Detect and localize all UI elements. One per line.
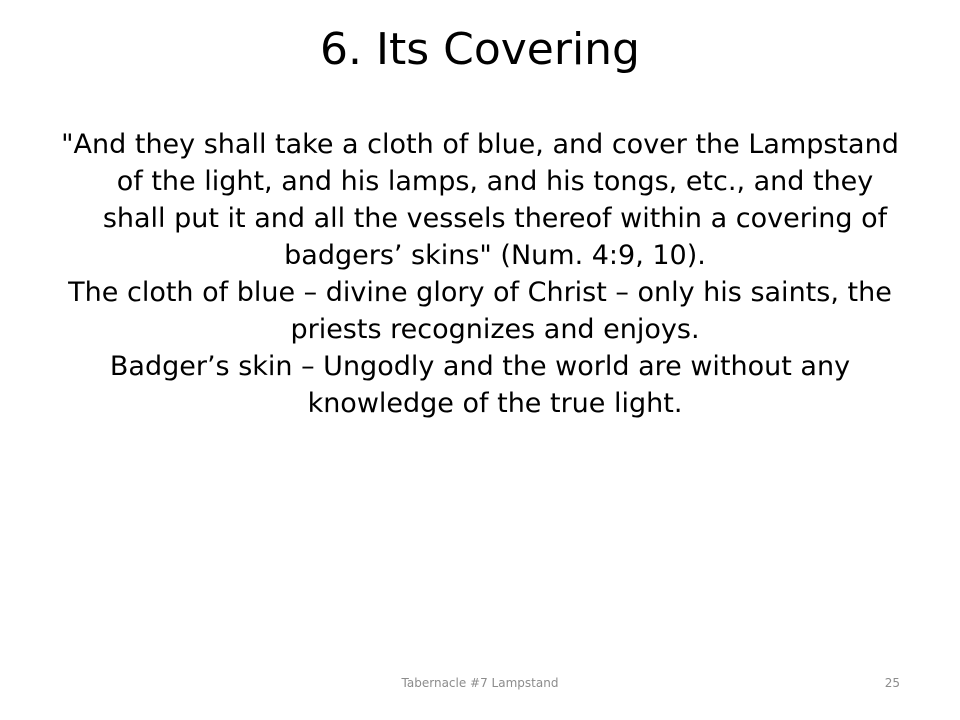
slide-title: 6. Its Covering — [320, 24, 640, 75]
slide-body — [60, 126, 900, 422]
cloth-of-blue-paragraph: The cloth of blue – divine glory of Christ – only his saints, the priests recognizes and enjoys. — [68, 277, 892, 345]
scripture-quote-paragraph: "And they shall take a cloth of blue, and cover the Lampstand of the light, and his lamps, and his tongs, etc., and they shall put it and all the vessels thereof within a covering of badgers’ skins" (Num. 4:9, 10). — [61, 129, 899, 271]
page-number: 25 — [884, 676, 900, 690]
badgers-skin-paragraph: Badger’s skin – Ungodly and the world are without any knowledge of the true light. — [109, 351, 851, 419]
footer-text: Tabernacle #7 Lampstand — [401, 676, 559, 690]
